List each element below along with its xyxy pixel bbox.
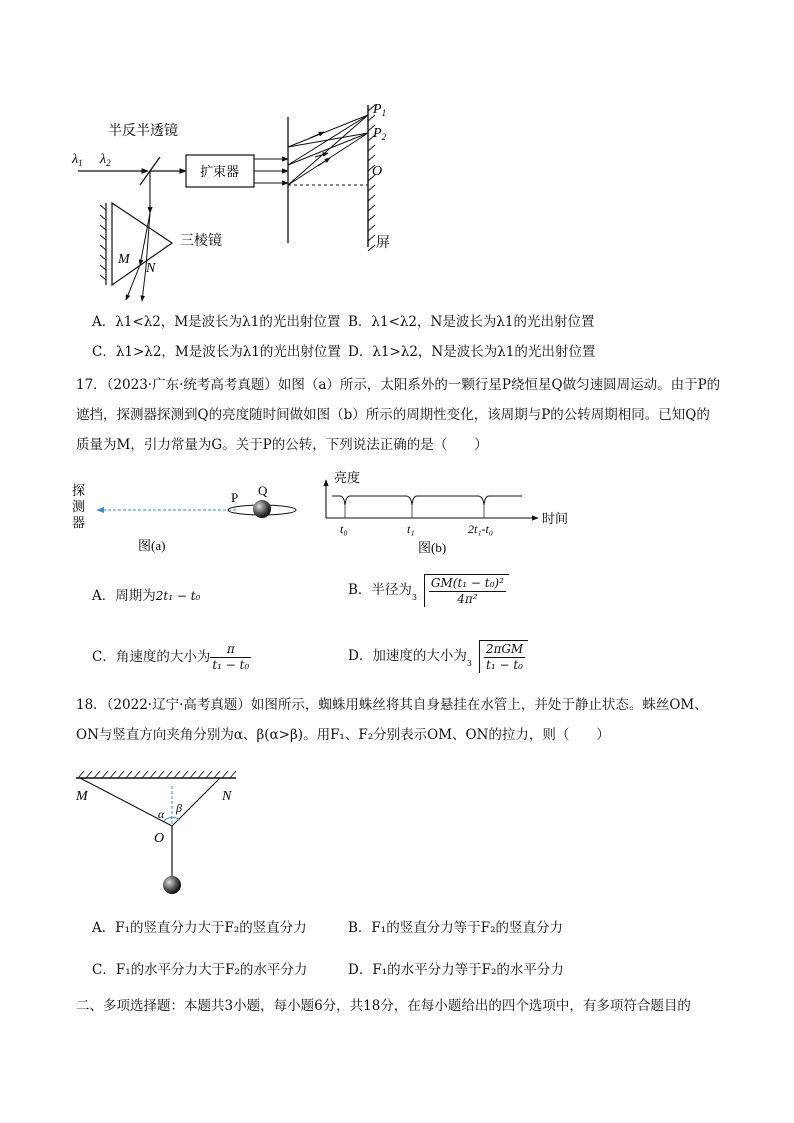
label-O: O	[372, 164, 383, 179]
q17-stem: 17．（2023·广东·统考高考真题）如图（a）所示，太阳系外的一颗行星P绕恒星Q做匀速圆周运动。由于P的遮挡，探测器探测到Q的亮度随时间做如图（b）所示的周期性变化，该周期与P的公转周期相同。已知Q的质量为M，引力常量为G。关于P的公转，下列说法正确的是（ ）	[76, 377, 721, 453]
q18-option-d: D．F₁的水平分力等于F₂的水平分力	[348, 962, 564, 978]
label-P: P	[231, 490, 239, 505]
q17-figure-a	[68, 478, 308, 558]
brightness-curve	[332, 496, 522, 505]
tick-2t1-t0: 2t₁-t₀	[468, 522, 494, 536]
q18-option-b: B．F₁的竖直分力等于F₂的竖直分力	[348, 920, 563, 936]
label-lambda2: $\lambda_2$	[100, 152, 111, 168]
q18-figure	[70, 766, 250, 902]
label-lambda1: $\lambda_1$	[72, 152, 83, 168]
q18-option-a: A．F₁的竖直分力大于F₂的竖直分力	[92, 920, 307, 936]
q18-option-c: C．F₁的水平分力大于F₂的水平分力	[92, 962, 308, 978]
label-detector-3: 器	[72, 515, 86, 530]
q16-option-a: A．λ1<λ2，M是波长为λ1的光出射位置	[92, 314, 341, 330]
caption-fig-a: 图(a)	[138, 538, 166, 553]
label-screen: 屏	[376, 236, 390, 251]
prism	[112, 203, 172, 285]
spider-ball	[163, 876, 181, 894]
q16-option-b: B．λ1<λ2，N是波长为λ1的光出射位置	[348, 314, 595, 330]
q17-option-a: A．周期为2t₁ − t₀	[92, 588, 201, 604]
x-axis-label: 时间	[542, 511, 569, 526]
label-N: N	[222, 789, 232, 804]
label-P1: $P_1$	[373, 102, 387, 118]
label-O: O	[154, 831, 165, 846]
q17-option-d: D．加速度的大小为 3 $\frac{\text{2πGM}}{\text{t₁ − t₀}}$	[348, 640, 528, 673]
section-2-heading: 二、多项选择题：本题共3小题，每小题6分，共18分，在每小题给出的四个选项中，有多项符合题目的	[76, 998, 691, 1014]
label-M: M	[118, 252, 130, 267]
label-detector-2: 测	[72, 499, 86, 514]
label-prism: 三棱镜	[180, 234, 222, 249]
q16-option-d: D．λ1>λ2，N是波长为λ1的光出射位置	[348, 344, 596, 360]
label-M: M	[76, 789, 88, 804]
label-alpha: α	[158, 807, 165, 821]
star-Q	[253, 500, 271, 518]
tick-t0: t₀	[340, 522, 348, 536]
tick-t1: t₁	[407, 522, 415, 536]
q16-option-c: C．λ1>λ2，M是波长为λ1的光出射位置	[92, 344, 341, 360]
label-expander: 扩束器	[200, 164, 240, 179]
label-detector-1: 探	[72, 483, 86, 498]
label-beta: β	[176, 801, 182, 815]
q18-stem: 18．（2022·辽宁·高考真题）如图所示，蜘蛛用蛛丝将其自身悬挂在水管上，并处于静止状态。蛛丝OM、ON与竖直方向夹角分别为α、β(α>β)。用F₁、F₂分别表示OM、ON的拉力，则（ ）	[76, 697, 708, 743]
q17-option-b: B．半径为 3 $\frac{\text{GM(t₁ − t₀)²}}{\text{4π²}}$	[348, 574, 509, 607]
y-axis-label: 亮度	[334, 470, 361, 485]
label-P2: $P_2$	[373, 126, 387, 142]
q17-figure-b	[318, 470, 588, 560]
label-half-mirror: 半反半透镜	[108, 124, 178, 139]
label-N: N	[146, 261, 156, 276]
caption-fig-b: 图(b)	[418, 540, 447, 555]
optics-diagram	[60, 95, 420, 305]
q17-option-c: C．角速度的大小为 $\frac{\pi}{\text{t₁ − t₀}}$	[92, 642, 250, 672]
label-Q: Q	[258, 483, 268, 498]
